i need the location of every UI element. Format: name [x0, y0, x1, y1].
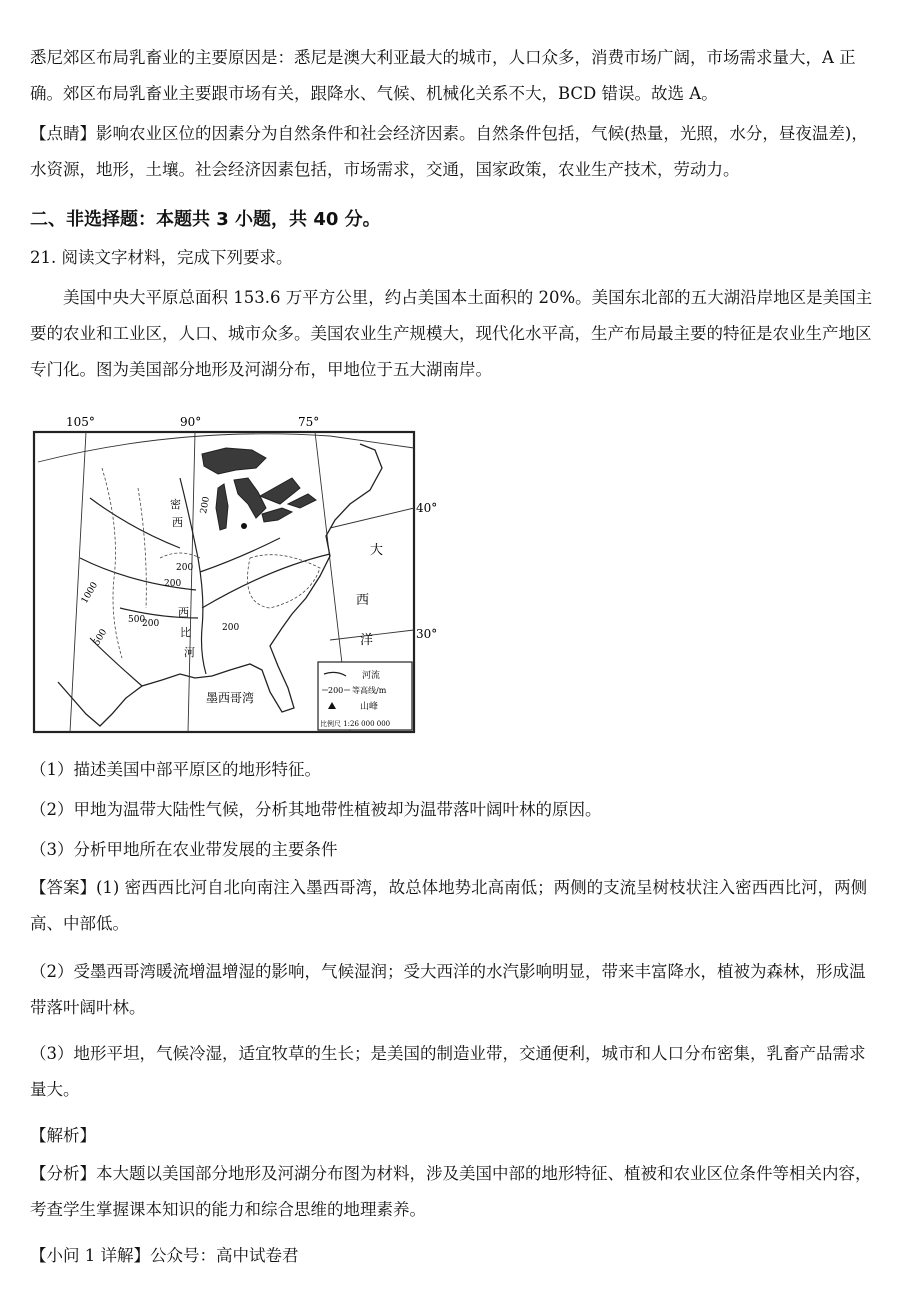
paragraph-dianjing: 【点睛】影响农业区位的因素分为自然条件和社会经济因素。自然条件包括，气候(热量，光照，水分，昼夜温差)，水资源，地形，土壤。社会经济因素包括，市场需求，交通，国家政策，农业生产技术，劳动力。 — [30, 124, 868, 179]
answer-1: 【答案】(1) 密西西比河自北向南注入墨西哥湾，故总体地势北高南低；两侧的支流呈树枝状注入密西西比河，两侧高、中部低。 — [30, 878, 868, 933]
gulf-label: 墨西哥湾 — [206, 691, 255, 705]
legend-contour: 等高线/m — [352, 686, 387, 695]
lon-label-105: 105° — [66, 415, 95, 429]
contour-label: 500 — [91, 627, 110, 648]
sub-question-1-detail: 【小问 1 详解】公众号：高中试卷君 — [30, 1246, 299, 1265]
question-21-material: 美国中央大平原总面积 153.6 万平方公里，约占美国本土面积的 20%。美国东北部的五大湖沿岸地区是美国主要的农业和工业区，人口、城市众多。美国农业生产规模大，现代化水平高，生产布局最主要的特征是农业生产地区专门化。图为美国部分地形及河湖分布，甲地位于五大湖南岸。 — [30, 288, 873, 379]
contour-label: 200 — [176, 563, 194, 573]
lat-label-40: 40° — [416, 501, 438, 515]
contour-label: 1000 — [79, 580, 101, 606]
lon-label-75: 75° — [298, 415, 320, 429]
contour-label: 500 — [128, 615, 146, 625]
contour-label: 200 — [199, 495, 212, 515]
river-name-char: 河 — [184, 646, 195, 659]
ocean-label-char: 洋 — [360, 633, 374, 648]
section-title: 二、非选择题：本题共 3 小题，共 40 分。 — [30, 209, 381, 230]
lat-label-30: 30° — [416, 627, 438, 641]
question-21-title: 21. 阅读文字材料，完成下列要求。 — [30, 248, 293, 267]
map-legend — [318, 662, 412, 730]
ocean-label-char: 西 — [356, 593, 370, 608]
answer-2: （2）受墨西哥湾暖流增温增湿的影响，气候湿润；受大西洋的水汽影响明显，带来丰富降水，植被为森林，形成温带落叶阔叶林。 — [30, 962, 866, 1017]
location-jia-dot — [241, 523, 247, 529]
legend-peak: 山峰 — [360, 702, 379, 712]
river-name-char: 比 — [180, 626, 191, 639]
contour-label: 200 — [222, 623, 240, 633]
legend-scale: 比例尺 1:26 000 000 — [320, 720, 391, 728]
river-name-char: 西 — [172, 516, 183, 529]
analysis-paragraph: 【分析】本大题以美国部分地形及河湖分布图为材料，涉及美国中部的地形特征、植被和农业区位条件等相关内容，考查学生掌握课本知识的能力和综合思维的地理素养。 — [30, 1164, 872, 1219]
paragraph-answer-explanation: 悉尼郊区布局乳畜业的主要原因是：悉尼是澳大利亚最大的城市，人口众多，消费市场广阔，市场需求量大，A 正确。郊区布局乳畜业主要跟市场有关，跟降水、气候、机械化关系不大，BCD 错误。故选 A。 — [30, 48, 856, 103]
sub-question-2: （2）甲地为温带大陆性气候，分析其地带性植被却为温带落叶阔叶林的原因。 — [30, 800, 602, 819]
us-terrain-river-map — [30, 408, 450, 738]
contour-label: 200 — [142, 619, 160, 629]
legend-contour-value: 200 — [328, 686, 344, 695]
river-name-char: 密 — [170, 498, 181, 511]
ocean-label-char: 大 — [370, 543, 384, 558]
river-name-char: 西 — [178, 606, 189, 619]
contour-label: 200 — [164, 579, 182, 589]
answer-3: （3）地形平坦，气候冷湿，适宜牧草的生长；是美国的制造业带，交通便利，城市和人口分布密集，乳畜产品需求量大。 — [30, 1044, 866, 1099]
great-lakes — [202, 448, 316, 530]
sub-question-3: （3）分析甲地所在农业带发展的主要条件 — [30, 840, 338, 859]
lon-label-90: 90° — [180, 415, 202, 429]
analysis-heading: 【解析】 — [30, 1126, 96, 1145]
legend-river: 河流 — [362, 671, 381, 681]
sub-question-1: （1）描述美国中部平原区的地形特征。 — [30, 760, 321, 779]
